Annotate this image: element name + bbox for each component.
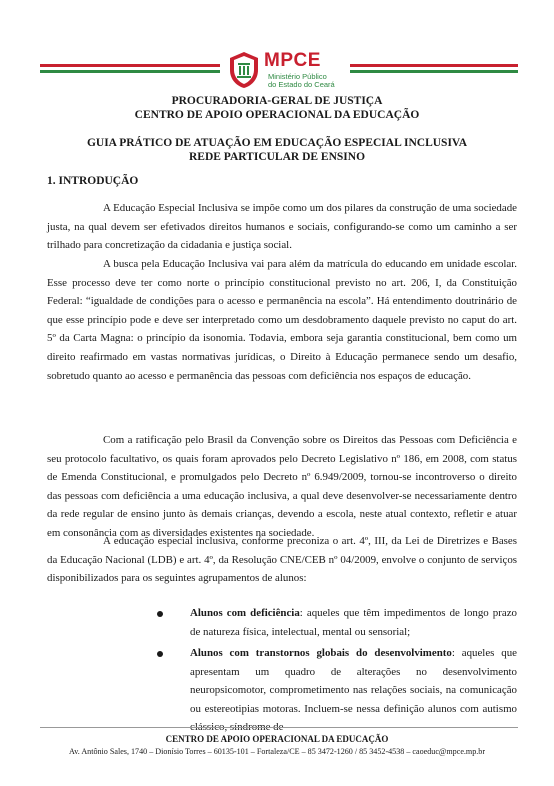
brand-line1: Ministério Público <box>268 72 327 81</box>
seal-icon <box>226 50 262 90</box>
list-item-term: Alunos com transtornos globais do desenvolvimento <box>190 647 452 659</box>
paragraph-1: A Educação Especial Inclusiva se impõe como um dos pilares da construção de uma sociedade justa, na qual devem ser efetivados direitos humanos e sociais, configurando-se como um caminho a ser trilhado para concretização da cidadania e justiça social. <box>47 202 517 252</box>
paragraph-4: A educação especial inclusiva, conforme preconiza o art. 4º, III, da Lei de Diretrizes e Bases da Educação Nacional (LDB) e art. 4º, da Resolução CNE/CEB nº 04/2009, envolve o conjunto de serviços disponibilizados para os seguintes agrupamentos de alunos: <box>47 535 517 585</box>
header-stripe-green-left <box>40 70 220 73</box>
header-stripe-red-right <box>350 64 518 67</box>
footer-divider <box>40 727 518 728</box>
section-heading: 1. INTRODUÇÃO <box>47 175 139 187</box>
brand-name: MPCE <box>264 50 321 71</box>
bullet-icon <box>157 651 163 657</box>
paragraph-3: Com a ratificação pelo Brasil da Convenção sobre os Direitos das Pessoas com Deficiência e seu protocolo facultativo, os quais foram aprovados pelo Decreto Legislativo nº 186, em 2008, com status de Emenda Constitucional, e promulgados pelo Decreto nº 6.949/2009, tornou-se incontroverso o direito das pessoas com deficiência a uma educação inclusiva, a qual deve desenvolver-se necessariamente dentro da rede regular de ensino junto às demais crianças, devendo a escola, neste atual contexto, refletir e atuar em consonância com as diversidades existentes na sociedade. <box>47 434 517 539</box>
header-stripe-green-right <box>350 70 518 73</box>
list-item-term: Alunos com deficiência <box>190 607 300 619</box>
mpce-logo <box>226 50 350 96</box>
list-item-text: : aqueles que apresentam um quadro de alterações no desenvolvimento neuropsicomotor, comprometimento nas relações sociais, na comunicação ou estereotipias motoras. Incluem-se nessa definição alunos com autismo clássico, síndrome de <box>190 647 517 734</box>
paragraph-2: A busca pela Educação Inclusiva vai para além da matrícula do educando em unidade escolar. Esse processo deve ter como norte o princípio constitucional previsto no art. 206, I, da Constituição Federal: “igualdade de condições para o acesso e permanência na escola”. Há entendimento doutrinário de que esse princípio pode e deve ser interpretado como um desdobramento daquele previsto no caput do art. 5º da Carta Magna: o princípio da isonomia. Todavia, embora seja garantia constitucional, bem como um direito reafirmado em vastas normativas jurídicas, o Direito à Educação permanece sendo um desafio, sobretudo quanto ao acesso e permanência das pessoas com deficiência nos espaços de educação. <box>47 258 517 382</box>
document-title: GUIA PRÁTICO DE ATUAÇÃO EM EDUCAÇÃO ESPECIAL INCLUSIVA <box>86 137 468 149</box>
header-org: PROCURADORIA-GERAL DE JUSTIÇA <box>171 95 383 107</box>
list-item-text: : aqueles que têm impedimentos de longo prazo de natureza física, intelectual, mental ou sensorial; <box>190 607 517 638</box>
list-item-tgd <box>190 644 517 737</box>
list-item-deficiencia <box>190 604 517 641</box>
brand-line2: do Estado do Ceará <box>268 80 335 89</box>
bullet-icon <box>157 611 163 617</box>
document-subtitle: REDE PARTICULAR DE ENSINO <box>188 151 366 163</box>
header-stripe-red-left <box>40 64 220 67</box>
footer-title: CENTRO DE APOIO OPERACIONAL DA EDUCAÇÃO <box>165 734 389 744</box>
footer-address: Av. Antônio Sales, 1740 – Dionísio Torres – 60135-101 – Fortaleza/CE – 85 3472-1260 / 85 3452-4538 – caoeduc@mpce.mp.br <box>68 747 486 756</box>
header-dept: CENTRO DE APOIO OPERACIONAL DA EDUCAÇÃO <box>134 109 420 121</box>
